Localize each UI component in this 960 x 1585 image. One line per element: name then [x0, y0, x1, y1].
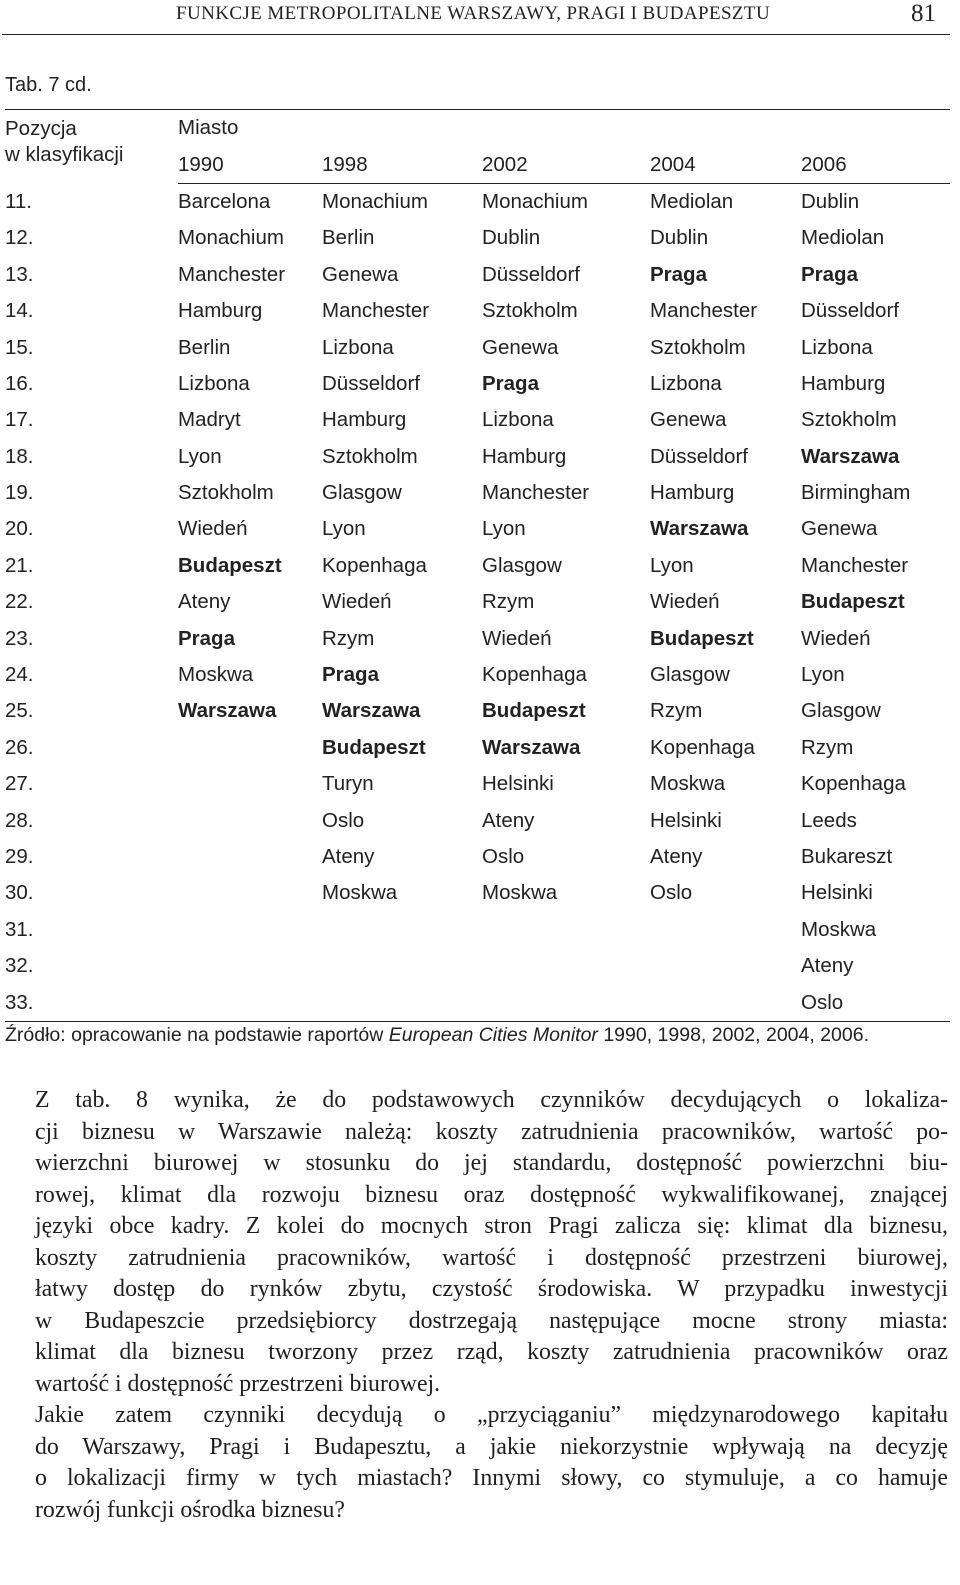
city-cell: Ateny — [650, 845, 703, 868]
city-cell: Moskwa — [650, 772, 726, 796]
text-line: rowej, klimat dla rozwoju biznesu oraz dostępność wykwalifikowanej, znającej — [35, 1181, 948, 1208]
city-cell — [178, 766, 322, 802]
text-line: języki obce kadry. Z kolei do mocnych stron Pragi zalicza się: klimat dla biznesu, — [35, 1213, 948, 1239]
city-cell: Oslo — [650, 881, 693, 905]
city-cell: Warszawa — [650, 517, 749, 541]
city-cell: Budapeszt — [482, 699, 586, 723]
city-cell: Genewa — [322, 262, 399, 286]
city-cell: Berlin — [322, 226, 375, 250]
city-cell: Helsinki — [801, 881, 873, 905]
text-line: klimat dla biznesu tworzony przez rząd, koszty zatrudnienia pracowników oraz — [35, 1339, 948, 1365]
city-cell: Birmingham — [801, 481, 911, 505]
table-row — [5, 948, 950, 984]
source-suffix: 1990, 1998, 2002, 2004, 2006. — [597, 1024, 869, 1046]
city-cell: Sztokholm — [801, 408, 897, 432]
city-cell: Ateny — [801, 954, 854, 978]
city-cell — [178, 948, 322, 984]
rank-cell: 15. — [5, 335, 34, 359]
city-cell: Wiedeń — [178, 517, 248, 541]
city-cell: Kopenhaga — [322, 553, 427, 577]
rank-cell: 26. — [5, 735, 34, 759]
city-cell: Sztokholm — [322, 444, 418, 468]
city-cell: Hamburg — [482, 444, 567, 468]
rank-cell: 30. — [5, 881, 34, 905]
city-cell: Warszawa — [482, 735, 581, 759]
city-cell: Mediolan — [650, 189, 734, 213]
city-cell — [322, 984, 482, 1021]
city-cell: Sztokholm — [482, 299, 578, 323]
city-cell — [482, 912, 650, 948]
table-row — [5, 293, 950, 329]
city-cell: Budapeszt — [178, 553, 282, 577]
city-cell — [178, 802, 322, 838]
year-header: 2004 — [650, 146, 801, 183]
city-cell — [178, 839, 322, 875]
city-cell: Lizbona — [322, 335, 394, 359]
table-row — [5, 875, 950, 911]
city-cell — [482, 948, 650, 984]
city-cell: Rzym — [650, 699, 703, 723]
rank-cell: 12. — [5, 226, 34, 250]
text-line: rozwój funkcji ośrodka biznesu? — [35, 1496, 345, 1523]
table-row — [5, 912, 950, 948]
city-cell: Moskwa — [482, 881, 558, 905]
city-cell: Lyon — [178, 444, 222, 468]
rank-cell: 14. — [5, 299, 34, 323]
city-cell: Genewa — [482, 335, 559, 359]
text-line: Jakie zatem czynniki decydują o „przyciąganiu” międzynarodowego kapitału — [35, 1402, 948, 1428]
position-label-line1: Pozycja — [5, 117, 77, 140]
city-cell: Dublin — [801, 189, 860, 213]
city-cell: Wiedeń — [482, 626, 552, 650]
city-cell: Rzym — [801, 735, 854, 759]
city-cell: Praga — [322, 663, 379, 687]
body-paragraph-2 — [5, 1400, 948, 1526]
table-row — [5, 183, 950, 220]
page-number: 81 — [911, 0, 936, 27]
city-cell: Sztokholm — [650, 335, 746, 359]
city-cell: Hamburg — [322, 408, 407, 432]
city-cell: Lyon — [650, 553, 694, 577]
city-column-header: Miasto — [178, 110, 950, 147]
year-header: 1998 — [322, 146, 482, 183]
text-line: Z tab. 8 wynika, że do podstawowych czynników decydujących o lokaliza- — [35, 1087, 948, 1113]
text-line: wierzchni biurowej w stosunku do jej standardu, dostępność powierzchni biu- — [35, 1150, 948, 1176]
city-cell: Kopenhaga — [650, 735, 755, 759]
city-cell: Lizbona — [178, 371, 250, 395]
position-label-line2: w klasyfikacji — [5, 143, 124, 166]
city-cell: Ateny — [322, 845, 375, 868]
city-cell: Barcelona — [178, 189, 271, 213]
table-row — [5, 693, 950, 729]
city-cell: Budapeszt — [650, 626, 754, 650]
city-cell: Moskwa — [801, 917, 877, 941]
table-row — [5, 329, 950, 365]
rank-cell: 31. — [5, 917, 34, 941]
city-cell: Kopenhaga — [482, 663, 587, 687]
year-header: 2006 — [801, 146, 950, 183]
table-row — [5, 511, 950, 547]
city-cell: Moskwa — [178, 663, 254, 687]
rank-cell: 13. — [5, 262, 34, 286]
rank-cell: 28. — [5, 808, 34, 832]
table-row — [5, 584, 950, 620]
city-cell: Lizbona — [801, 335, 873, 359]
city-cell — [482, 984, 650, 1021]
rank-cell: 27. — [5, 772, 34, 796]
city-cell: Manchester — [801, 553, 909, 577]
city-cell: Monachium — [482, 189, 588, 213]
city-cell — [650, 912, 801, 948]
city-cell: Ateny — [482, 808, 535, 832]
city-cell: Budapeszt — [801, 590, 905, 614]
rank-cell: 25. — [5, 699, 34, 723]
rank-cell: 20. — [5, 517, 34, 541]
table-row — [5, 257, 950, 293]
source-title: European Cities Monitor — [388, 1024, 598, 1046]
city-cell: Glasgow — [801, 699, 881, 723]
city-cell: Lizbona — [482, 408, 554, 432]
body-text — [5, 1085, 948, 1526]
city-cell — [650, 948, 801, 984]
table-row — [5, 475, 950, 511]
year-header: 2002 — [482, 146, 650, 183]
text-line: koszty zatrudnienia pracowników, wartość i dostępność przestrzeni biurowej, — [35, 1244, 948, 1271]
city-cell: Manchester — [650, 299, 758, 323]
city-cell: Düsseldorf — [650, 444, 748, 468]
city-cell: Wiedeń — [801, 626, 871, 650]
ranking-table — [5, 109, 950, 1022]
rank-cell: 24. — [5, 663, 34, 687]
city-cell: Oslo — [482, 845, 525, 868]
city-cell — [178, 984, 322, 1021]
city-cell: Warszawa — [178, 699, 277, 723]
city-cell: Düsseldorf — [801, 299, 899, 323]
city-cell: Monachium — [178, 226, 284, 250]
city-cell: Budapeszt — [322, 735, 426, 759]
text-line: o lokalizacji firmy w tych miastach? Innymi słowy, co stymuluje, a co hamuje — [35, 1465, 948, 1491]
city-cell: Ateny — [178, 590, 231, 614]
city-cell: Hamburg — [801, 371, 886, 395]
city-cell: Praga — [178, 626, 235, 650]
city-cell: Mediolan — [801, 226, 885, 250]
city-cell: Rzym — [322, 626, 375, 650]
city-cell: Warszawa — [322, 699, 421, 723]
body-paragraph-1 — [5, 1085, 948, 1400]
city-cell: Manchester — [482, 481, 590, 505]
city-cell: Helsinki — [650, 808, 722, 832]
city-cell: Glasgow — [650, 663, 730, 687]
source-note — [5, 1024, 869, 1047]
table-row — [5, 620, 950, 656]
text-line: łatwy dostęp do rynków zbytu, czystość środowiska. W przypadku inwestycji — [35, 1276, 948, 1302]
city-cell: Oslo — [801, 984, 950, 1021]
city-cell — [322, 948, 482, 984]
city-cell: Lyon — [322, 517, 366, 541]
table-title: Tab. 7 cd. — [5, 74, 92, 96]
city-cell — [650, 984, 801, 1021]
text-line: cji biznesu w Warszawie należą: koszty zatrudnienia pracowników, wartość po- — [35, 1118, 948, 1145]
table-row — [5, 730, 950, 766]
rank-cell: 23. — [5, 626, 34, 650]
city-cell: Manchester — [178, 262, 286, 286]
city-cell: Praga — [801, 262, 858, 286]
table-row — [5, 366, 950, 402]
city-cell: Turyn — [322, 772, 374, 796]
city-cell: Bukareszt — [801, 845, 893, 868]
table-row — [5, 839, 950, 875]
city-cell: Wiedeń — [650, 590, 720, 614]
table-row — [5, 220, 950, 256]
city-cell — [178, 912, 322, 948]
position-column-header — [5, 110, 178, 184]
city-cell — [178, 730, 322, 766]
city-cell: Lyon — [482, 517, 526, 541]
city-cell: Dublin — [482, 226, 541, 250]
table-row — [5, 984, 950, 1021]
source-prefix: Źródło: opracowanie na podstawie raportów — [5, 1024, 389, 1046]
city-cell: Glasgow — [322, 481, 402, 505]
city-cell: Rzym — [482, 590, 535, 614]
city-cell: Lizbona — [650, 371, 722, 395]
rank-cell: 18. — [5, 444, 34, 468]
city-cell: Düsseldorf — [482, 262, 580, 286]
city-cell: Helsinki — [482, 772, 554, 796]
city-cell: Praga — [650, 262, 707, 286]
year-header: 1990 — [178, 146, 322, 183]
city-cell: Hamburg — [178, 299, 263, 323]
city-cell: Monachium — [322, 189, 428, 213]
city-cell: Leeds — [801, 808, 857, 832]
city-cell: Kopenhaga — [801, 772, 906, 796]
city-cell — [178, 875, 322, 911]
city-cell: Berlin — [178, 335, 231, 359]
ranking-table-container — [5, 109, 950, 1022]
table-row — [5, 657, 950, 693]
rank-cell: 33. — [5, 984, 178, 1021]
city-cell: Praga — [482, 371, 539, 395]
running-head: FUNKCJE METROPOLITALNE WARSZAWY, PRAGI I BUDAPESZTU — [176, 3, 771, 24]
city-cell — [322, 912, 482, 948]
city-cell: Düsseldorf — [322, 371, 420, 395]
city-cell: Lyon — [801, 663, 845, 687]
city-cell: Oslo — [322, 808, 365, 832]
city-cell: Dublin — [650, 226, 709, 250]
rank-cell: 19. — [5, 481, 34, 505]
rank-cell: 17. — [5, 408, 34, 432]
city-cell: Madryt — [178, 408, 241, 432]
table-row — [5, 802, 950, 838]
table-row — [5, 439, 950, 475]
table-row — [5, 548, 950, 584]
table-header-row-cities — [5, 110, 950, 147]
rank-cell: 21. — [5, 553, 34, 577]
table-row — [5, 402, 950, 438]
rank-cell: 22. — [5, 590, 34, 614]
city-cell: Manchester — [322, 299, 430, 323]
city-cell: Moskwa — [322, 881, 398, 905]
city-cell: Sztokholm — [178, 481, 274, 505]
ranking-table-body — [5, 183, 950, 1021]
table-row — [5, 766, 950, 802]
city-cell: Genewa — [650, 408, 727, 432]
rank-cell: 32. — [5, 954, 34, 978]
text-line: do Warszawy, Pragi i Budapesztu, a jakie niekorzystnie wpływają na decyzję — [35, 1433, 948, 1460]
city-cell: Glasgow — [482, 553, 562, 577]
city-cell: Wiedeń — [322, 590, 392, 614]
rank-cell: 16. — [5, 371, 34, 395]
city-cell: Hamburg — [650, 481, 735, 505]
rank-cell: 29. — [5, 845, 34, 868]
city-cell: Warszawa — [801, 444, 900, 468]
city-cell: Genewa — [801, 517, 878, 541]
rank-cell: 11. — [5, 189, 32, 213]
text-line: w Budapeszcie przedsiębiorcy dostrzegają następujące mocne strony miasta: — [35, 1307, 948, 1334]
text-line: wartość i dostępność przestrzeni biurowej. — [35, 1370, 441, 1397]
